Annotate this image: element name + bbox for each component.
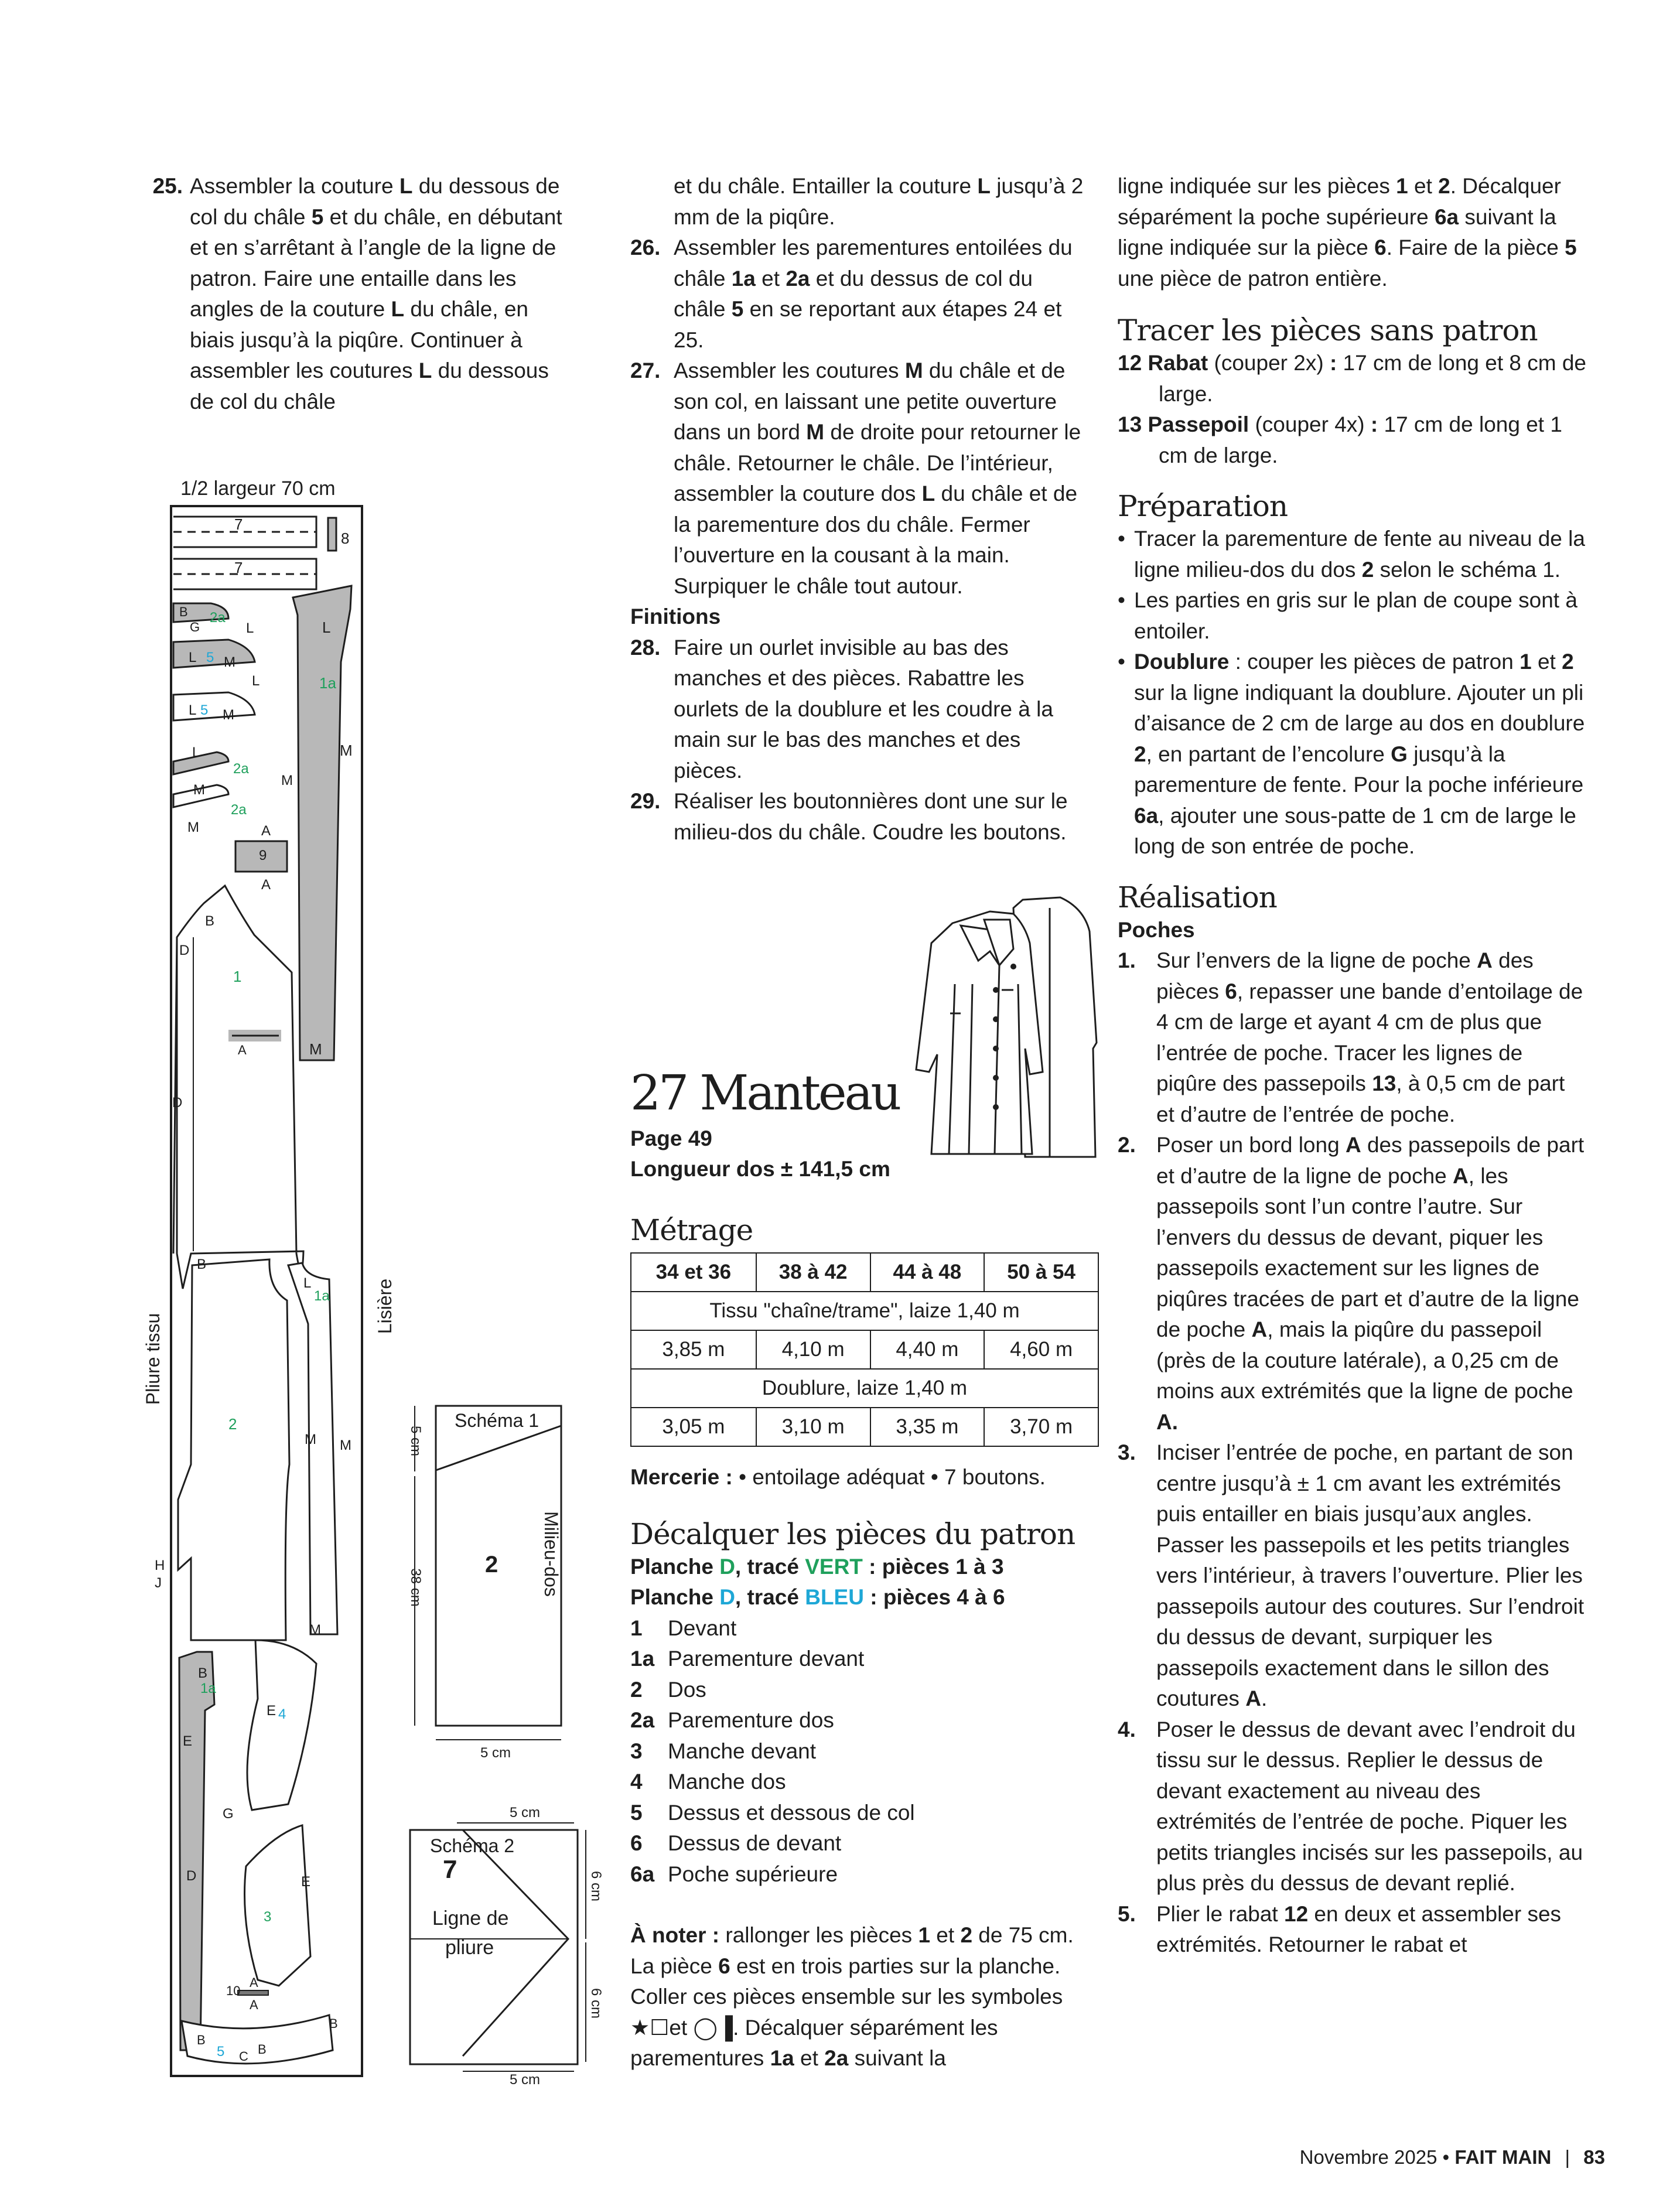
step-number: 26. (630, 235, 661, 259)
preparation-item: • Les parties en gris sur le plan de coupe sont à entoiler. (1118, 585, 1586, 647)
page-number: 83 (1583, 2146, 1605, 2168)
piece-number: 2 (630, 1677, 643, 1702)
piece-item (630, 1675, 1099, 1706)
svg-text:M: M (305, 1432, 316, 1447)
svg-text:B: B (197, 2033, 206, 2047)
piece-number: 6a (630, 1862, 655, 1886)
piece-name: Poche supérieure (668, 1862, 838, 1886)
piece-number: 5 (630, 1800, 643, 1825)
longueur-dos: Longueur dos ± 141,5 cm (630, 1157, 890, 1181)
step-text: et du châle. Entailler la couture L jusqu’à 2 mm de la piqûre. (674, 174, 1084, 229)
step-text: Assembler la couture L du dessous de col du châle 5 et du châle, en débutant et en s’arrêtant à l’angle de la ligne de patron. Faire une entaille dans les angles de la couture L du châle, en biais jusqu’à la piqûre. Continuer à assembler les coutures L du dessous de col du châle (190, 174, 562, 414)
metrage-heading: Métrage (630, 1213, 753, 1247)
step-item (630, 633, 1087, 787)
decalquer-heading: Décalquer les pièces du patron (630, 1517, 1075, 1551)
svg-text:G: G (223, 1806, 234, 1822)
step-text: Réaliser les boutonnières dont une sur le milieu-dos du châle. Coudre les boutons. (674, 789, 1068, 844)
steps-26-27 (630, 233, 1087, 602)
svg-text:D: D (172, 1095, 183, 1111)
svg-text:5: 5 (217, 2044, 225, 2060)
piece-number: 2a (630, 1708, 655, 1732)
step-number: 1. (1118, 948, 1136, 972)
svg-text:2: 2 (228, 1415, 237, 1433)
coat-illustration (896, 896, 1107, 1166)
tracer-heading: Tracer les pièces sans patron (1118, 313, 1538, 347)
piece-10 (238, 1990, 268, 1995)
step-text: Faire un ourlet invisible au bas des manches et des pièces. Rabattre les ourlets de la doublure et les coudre à la main sur le bas des manches et des pièces. (674, 635, 1053, 783)
svg-text:L: L (189, 650, 197, 665)
preparation-list (1118, 524, 1586, 862)
step-number: 27. (630, 358, 661, 383)
svg-text:E: E (267, 1703, 276, 1719)
issue-date: Novembre 2025 (1299, 2146, 1437, 2168)
piece-8 (328, 518, 336, 551)
svg-text:G: G (190, 620, 200, 634)
piece-name: Dos (668, 1677, 706, 1702)
piece-item (630, 1736, 1099, 1767)
piece-2a-long (179, 1652, 214, 2050)
table-header-row: 34 et 36 38 à 42 44 à 48 50 à 54 (631, 1253, 1098, 1292)
step-text: Poser le dessus de devant avec l’endroit du tissu sur le dessus. Replier le dessus de devant exactement au niveau des extrémités de l’entrée de poche. Piquer les petits triangles incisés sur les passepoils, au plus près du dessus de devant replié. (1156, 1717, 1583, 1895)
piece-7-a (173, 517, 316, 547)
svg-text:B: B (329, 2016, 338, 2031)
piece-item (630, 1767, 1099, 1798)
piece-7-b-label: 7 (234, 559, 243, 576)
step-item (1118, 1899, 1586, 1961)
schema-2-title: Schéma 2 (430, 1835, 515, 1856)
svg-text:2a: 2a (233, 761, 249, 777)
metrage-table (630, 1252, 1099, 1447)
svg-text:B: B (197, 1256, 207, 1272)
step-text: Poser un bord long A des passepoils de part et d’autre de la ligne de poche A, les passepoils sont l’un contre l’autre. Sur l’envers du dessus de devant, piquer les passepoils exactement sur les lignes de piqûres tracées de part et d’autre de la ligne de poche A, mais la piqûre du passepoil (près de la couture latérale), a 0,25 cm de moins aux extrémités que la ligne de poche A. (1156, 1133, 1585, 1434)
svg-text:10: 10 (226, 1983, 241, 1998)
step-item (1118, 1437, 1586, 1715)
step-item (630, 233, 1087, 356)
planche-green: Planche D, tracé VERT : pièces 1 à 3 (630, 1554, 1004, 1579)
step-number: 3. (1118, 1440, 1136, 1464)
table-row: Tissu "chaîne/trame", laize 1,40 m (631, 1292, 1098, 1330)
svg-text:M: M (193, 782, 205, 798)
svg-text:A: A (238, 1043, 247, 1057)
mercerie: Mercerie : • entoilage adéquat • 7 boutons. (630, 1465, 1046, 1489)
pliure-tissu-label: Pliure tissu (142, 1313, 163, 1405)
cutting-layout-diagram (135, 469, 404, 2085)
preparation-item: • Tracer la parementure de fente au niveau de la ligne milieu-dos du dos 2 selon le schéma 1. (1118, 524, 1586, 585)
piece-number: 1 (630, 1616, 643, 1640)
steps-poches (1118, 945, 1586, 1961)
piece-name: Manche devant (668, 1739, 817, 1763)
piece-name: Dessus et dessous de col (668, 1800, 915, 1825)
preparation-heading: Préparation (1118, 489, 1288, 523)
svg-text:M: M (340, 742, 353, 759)
piece-3-sleeve-front (245, 1825, 311, 1986)
table-row: 3,05 m 3,10 m 3,35 m 3,70 m (631, 1408, 1098, 1446)
piece-name: Dessus de devant (668, 1831, 842, 1855)
piece-1a-top (293, 586, 351, 1060)
tracer-item: 12 Rabat (couper 2x) : 17 cm de long et 8 cm de large. (1118, 351, 1587, 406)
metrage-section (630, 1213, 1099, 2074)
piece-name: Manche dos (668, 1770, 786, 1794)
svg-text:A: A (261, 823, 271, 839)
piece-7-b (173, 559, 316, 589)
svg-text:5: 5 (200, 702, 209, 718)
svg-text:1a: 1a (314, 1288, 330, 1304)
svg-text:5: 5 (206, 650, 214, 665)
svg-text:B: B (258, 2042, 267, 2057)
step-25 (141, 171, 574, 417)
svg-text:M: M (223, 707, 234, 723)
piece-item (630, 1828, 1099, 1859)
svg-text:5 cm: 5 cm (408, 1425, 424, 1457)
svg-text:9: 9 (259, 848, 267, 863)
schema-2-piece: 7 (443, 1855, 457, 1884)
piece-2a-small-b (173, 752, 228, 774)
step-number: 28. (630, 635, 661, 660)
step-text: Sur l’envers de la ligne de poche A des pièces 6, repasser une bande d’entoilage de 4 cm de large et ayant 4 cm de plus que l’entrée de poche. Tracer les lignes de piqûre des passepoils 13, à 0,5 cm de part et d’autre de l’entrée de poche. (1156, 948, 1583, 1126)
svg-text:38 cm: 38 cm (408, 1568, 424, 1607)
step-item (630, 356, 1087, 602)
step-text: Assembler les parementures entoilées du châle 1a et 2a et du dessus de col du châle 5 en se reportant aux étapes 24 et 25. (674, 235, 1073, 352)
column-1 (141, 171, 574, 417)
step-item (1118, 1715, 1586, 1899)
svg-text:L: L (303, 1275, 312, 1291)
piece-name: Parementure dos (668, 1708, 834, 1732)
svg-text:2a: 2a (231, 802, 247, 818)
svg-text:M: M (187, 819, 199, 835)
svg-text:M: M (309, 1622, 321, 1638)
step-number: 2. (1118, 1133, 1136, 1157)
decalquer-continued: ligne indiquée sur les pièces 1 et 2. Décalquer séparément la poche supérieure 6a suivant la ligne indiquée sur la pièce 6. Faire de la pièce 5 une pièce de patron entière. (1118, 174, 1577, 291)
piece-2-back (178, 1259, 289, 1640)
preparation-item: • Doublure : couper les pièces de patron 1 et 2 sur la ligne indiquant la doublure. Ajouter un pli d’aisance de 2 cm de large au dos en doublure 2, en partant de l’encolure G jusqu’à la parementure de fente. Pour la poche inférieure 6a, ajouter une sous-patte de 1 cm de large le long de son entrée de poche. (1118, 647, 1586, 862)
table-row: Doublure, laize 1,40 m (631, 1369, 1098, 1408)
step-text: Plier le rabat 12 en deux et assembler ses extrémités. Retourner le rabat et (1156, 1901, 1562, 1956)
svg-text:D: D (186, 1868, 197, 1884)
svg-text:M: M (340, 1437, 351, 1453)
lisiere-label: Lisière (374, 1278, 395, 1334)
svg-text:E: E (183, 1733, 193, 1749)
piece-1a-front-facing (288, 1263, 337, 1634)
table-row: 3,85 m 4,10 m 4,40 m 4,60 m (631, 1330, 1098, 1369)
svg-text:3: 3 (264, 1909, 272, 1925)
schema-2-diagram (398, 1804, 609, 2085)
svg-text:A: A (250, 1997, 258, 2012)
svg-text:M: M (224, 654, 235, 670)
piece-item (630, 1798, 1099, 1829)
layout-width-label: 1/2 largeur 70 cm (180, 477, 336, 500)
svg-text:B: B (179, 605, 188, 619)
svg-text:L: L (252, 673, 260, 689)
svg-text:A: A (261, 877, 271, 893)
schema-1-diagram (398, 1394, 586, 1769)
tracer-list (1118, 348, 1586, 471)
svg-text:2a: 2a (210, 610, 226, 626)
project-title: 27 Manteau (630, 1066, 900, 1121)
svg-text:1a: 1a (200, 1681, 216, 1696)
svg-text:L: L (322, 619, 331, 636)
piece-item (630, 1859, 1099, 1890)
piece-number: 6 (630, 1831, 643, 1855)
schema-1-milieu-label: Milieu-dos (541, 1511, 562, 1597)
svg-text:L: L (189, 702, 197, 718)
svg-text:J: J (155, 1575, 162, 1591)
project-meta (630, 1124, 890, 1184)
piece-name: Parementure devant (668, 1647, 865, 1671)
piece-7-a-label: 7 (234, 515, 243, 533)
svg-text:6 cm: 6 cm (588, 1988, 604, 2019)
step-number: 25. (152, 174, 183, 198)
svg-text:6 cm: 6 cm (588, 1870, 604, 1902)
piece-1-front (177, 886, 303, 1289)
step-25-continued (630, 171, 1087, 233)
svg-text:5 cm: 5 cm (510, 2072, 541, 2085)
step-number: 29. (630, 789, 661, 813)
svg-text:A: A (250, 1975, 258, 1990)
steps-28-29 (630, 633, 1087, 848)
step-text: Inciser l’entrée de poche, en partant de son centre jusqu’à ± 1 cm avant les extrémités puis entailler en biais jusqu’aux angles. Passer les passepoils et les petits triangles vers l’intérieur, à travers l’ouverture. Plier les passepoils autour des coutures. Sur l’endroit du dessus de devant, surpiquer les passepoils exactement dans le sillon des coutures A. (1156, 1440, 1585, 1710)
svg-text:L: L (246, 620, 254, 636)
svg-text:E: E (301, 1874, 311, 1890)
svg-text:B: B (198, 1665, 208, 1681)
svg-text:4: 4 (278, 1706, 286, 1722)
piece-item (630, 1705, 1099, 1736)
planche-blue: Planche D, tracé BLEU : pièces 4 à 6 (630, 1585, 1005, 1609)
step-item (1118, 1130, 1586, 1437)
schema-1-title: Schéma 1 (455, 1410, 539, 1431)
svg-text:5 cm: 5 cm (510, 1805, 541, 1821)
step-item (1118, 945, 1586, 1130)
piece-number: 4 (630, 1770, 643, 1794)
piece-number: 1a (630, 1647, 655, 1671)
svg-text:M: M (309, 1040, 322, 1058)
svg-text:B: B (205, 913, 215, 929)
a-noter: À noter : rallonger les pièces 1 et 2 de 75 cm. La pièce 6 est en trois parties sur la planche. Coller ces pièces ensemble sur les symboles ★☐et ◯▐. Décalquer séparément les parementures 1a et 2a suivant la (630, 1923, 1074, 2070)
separator: | (1565, 2146, 1570, 2168)
realisation-heading: Réalisation (1118, 880, 1277, 914)
page-footer (1300, 2146, 1605, 2169)
pieces-list (630, 1613, 1099, 1890)
svg-text:H: H (155, 1558, 165, 1573)
poches-heading: Poches (1118, 917, 1195, 942)
svg-text:C: C (239, 2049, 248, 2064)
piece-8-label: 8 (341, 530, 350, 547)
svg-text:L: L (192, 745, 200, 760)
page-ref: Page 49 (630, 1126, 712, 1150)
finitions-heading: Finitions (630, 605, 721, 629)
step-number: 4. (1118, 1717, 1136, 1741)
piece-5-b (173, 692, 255, 720)
svg-text:pliure: pliure (445, 1937, 494, 1959)
svg-text:D: D (179, 942, 190, 958)
svg-text:Ligne de: Ligne de (432, 1907, 509, 1930)
piece-item (630, 1644, 1099, 1675)
svg-text:1: 1 (233, 968, 242, 985)
step-item (630, 786, 1087, 848)
piece-4-sleeve-back (247, 1640, 316, 1810)
step-text: Assembler les coutures M du châle et de son col, en laissant une petite ouverture dans un bord M de droite pour retourner le châle. Retourner le châle. De l’intérieur, assembler la couture dos L du châle et de la parementure dos du châle. Fermer l’ouverture en la cousant à la main. Surpiquer le châle tout autour. (674, 358, 1081, 598)
svg-text:5 cm: 5 cm (480, 1745, 511, 1761)
piece-item (630, 1613, 1099, 1644)
piece-number: 3 (630, 1739, 643, 1763)
column-2 (630, 171, 1087, 848)
piece-name: Devant (668, 1616, 737, 1640)
piece-5-a (173, 640, 255, 668)
svg-text:M: M (281, 773, 293, 788)
schema-1-piece: 2 (485, 1552, 498, 1577)
step-number: 5. (1118, 1901, 1136, 1926)
bullet: • (1442, 2146, 1455, 2168)
magazine-name: FAIT MAIN (1454, 2146, 1552, 2168)
tracer-item: 13 Passepoil (couper 4x) : 17 cm de long et 1 cm de large. (1118, 412, 1562, 467)
column-3 (1118, 171, 1586, 1961)
svg-text:1a: 1a (319, 674, 336, 692)
